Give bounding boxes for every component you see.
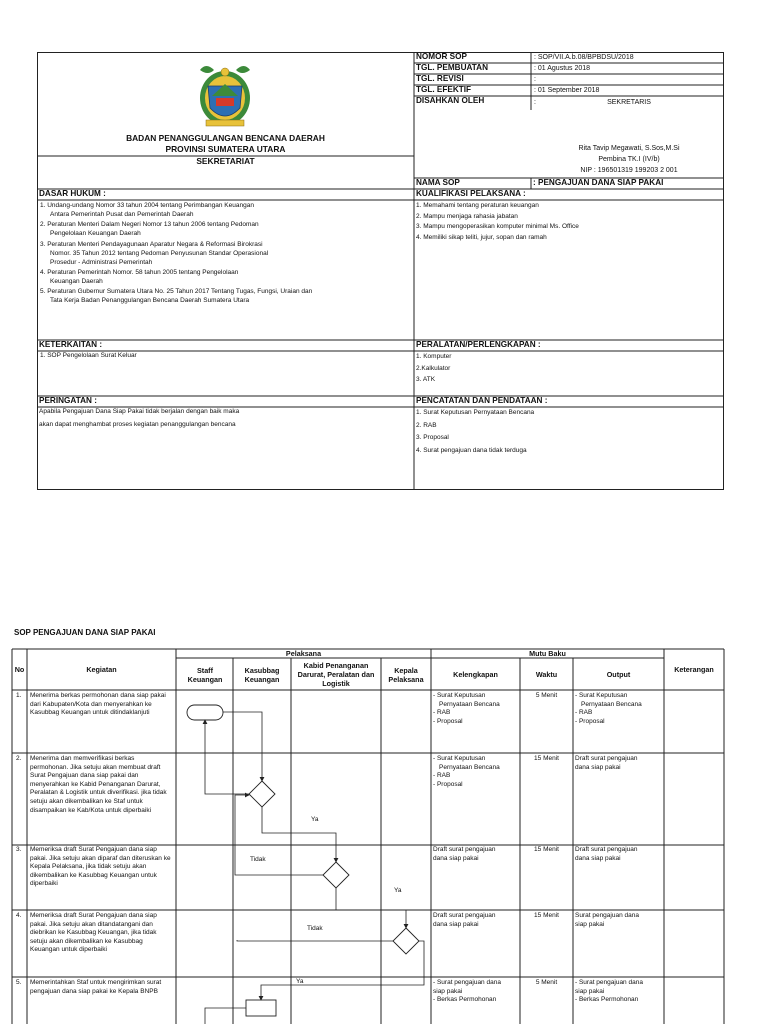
output-line: Draft surat pengajuan bbox=[575, 755, 638, 762]
kelengkapan-line: - Surat Keputusan bbox=[433, 755, 486, 762]
kualifikasi-item: 2. Mampu menjaga rahasia jabatan bbox=[416, 212, 518, 220]
row-kegiatan: Memeriksa draft Surat Pengajuan dana siap pakai. Jika setuju akan ditandatangani dan diebrikan ke Kasubbag Keuangan, jika tidak setuju akan dikembalikan ke Kasubbag Keuangan untuk diperbaiki bbox=[30, 912, 157, 954]
dasar-hukum-title: DASAR HUKUM : bbox=[39, 189, 106, 198]
col-header-mutu-baku: Mutu Baku bbox=[529, 649, 566, 658]
output-line: dana siap pakai bbox=[575, 763, 621, 771]
approver-rank: Pembina TK.I (IV/b) bbox=[598, 156, 660, 163]
flow-label-tidak: Tidak bbox=[250, 856, 266, 863]
dasar-hukum-item: 4. Peraturan Pemerintah Nomor. 58 tahun 2005 tentang Pengelolaan bbox=[40, 269, 239, 277]
field-value-tgl-revisi: : bbox=[534, 76, 536, 83]
output-line: - RAB bbox=[575, 709, 593, 717]
nama-sop-value: : PENGAJUAN DANA SIAP PAKAI bbox=[533, 178, 664, 187]
flow-label-tidak: Tidak bbox=[307, 925, 323, 932]
flow-decision-kabid bbox=[323, 862, 349, 888]
dasar-hukum-item: 5. Peraturan Gubernur Sumatera Utara No. 25 Tahun 2017 Tentang Tugas, Fungsi, Uraian dan bbox=[40, 288, 313, 296]
kelengkapan-line: dana siap pakai bbox=[433, 920, 479, 928]
approver-title: SEKRETARIS bbox=[607, 99, 651, 106]
dasar-hukum-item: 2. Peraturan Menteri Dalam Negeri Nomor 13 tahun 2006 tentang Pedoman bbox=[40, 221, 259, 229]
kelengkapan-line: - Berkas Permohonan bbox=[433, 996, 497, 1004]
pencatatan-item: 1. Surat Keputusan Pernyataan Bencana bbox=[416, 409, 535, 416]
approver-name: Rita Tavip Megawati, S.Sos,M.Si bbox=[578, 145, 680, 152]
approver-nip: NIP : 196501319 199203 2 001 bbox=[580, 167, 678, 174]
col-header-kasubbag: Kasubbag Keuangan bbox=[244, 666, 280, 684]
flow-process-staff bbox=[246, 1000, 276, 1016]
kualifikasi-title: KUALIFIKASI PELAKSANA : bbox=[416, 189, 526, 198]
col-header-staff: Staff Keuangan bbox=[187, 666, 223, 684]
output-line: siap pakai bbox=[575, 987, 605, 995]
peralatan-title: PERALATAN/PERLENGKAPAN : bbox=[416, 340, 541, 349]
row-no: 1. bbox=[16, 692, 22, 699]
dasar-hukum-item: Pengelolaan Keuangan Daerah bbox=[50, 229, 141, 237]
output-line: Draft surat pengajuan bbox=[575, 846, 638, 853]
pencatatan-item: 2. RAB bbox=[416, 421, 437, 429]
pencatatan-title: PENCATATAN DAN PENDATAAN : bbox=[416, 396, 548, 405]
kelengkapan-line: - Surat pengajuan dana bbox=[433, 979, 501, 986]
field-label-nomor-sop: NOMOR SOP bbox=[416, 52, 467, 61]
field-value-tgl-pembuatan: : 01 Agustus 2018 bbox=[534, 65, 591, 72]
col-header-kepala: Kepala Pelaksana bbox=[388, 666, 424, 684]
dasar-hukum-item: 1. Undang-undang Nomor 33 tahun 2004 tentang Perimbangan Keuangan bbox=[40, 202, 254, 209]
col-header-output: Output bbox=[606, 670, 631, 679]
row-no: 2. bbox=[16, 755, 22, 762]
kelengkapan-line: - Proposal bbox=[433, 717, 463, 725]
output-line: - Surat pengajuan dana bbox=[575, 979, 643, 986]
dasar-hukum-item: Keuangan Daerah bbox=[50, 277, 103, 285]
dasar-hukum-item: Nomor. 35 Tahun 2012 tentang Pedoman Penyusunan Standar Operasional bbox=[50, 249, 269, 257]
dasar-hukum-item: Antara Pemerintah Pusat dan Pemerintah Daerah bbox=[50, 210, 194, 218]
kelengkapan-line: Draft surat pengajuan bbox=[433, 912, 496, 919]
row-waktu: 5 Menit bbox=[535, 692, 558, 699]
flow-start-terminator bbox=[187, 705, 223, 720]
peringatan-item: Apabila Pengajuan Dana Siap Pakai tidak berjalan dengan baik maka bbox=[39, 408, 240, 415]
row-waktu: 5 Menit bbox=[535, 979, 558, 986]
kelengkapan-line: Draft surat pengajuan bbox=[433, 846, 496, 853]
flow-label-ya: Ya bbox=[311, 816, 319, 823]
org-name-line2: PROVINSI SUMATERA UTARA bbox=[165, 144, 286, 154]
row-waktu: 15 Menit bbox=[534, 846, 559, 853]
output-line: - Surat Keputusan bbox=[575, 692, 628, 699]
nama-sop-label: NAMA SOP bbox=[416, 178, 460, 187]
keterkaitan-title: KETERKAITAN : bbox=[39, 340, 103, 349]
keterkaitan-item: 1. SOP Pengelolaan Surat Keluar bbox=[40, 352, 137, 359]
kelengkapan-line: - Surat Keputusan bbox=[433, 692, 486, 699]
kelengkapan-line: dana siap pakai bbox=[433, 854, 479, 862]
kualifikasi-item: 1. Memahami tentang peraturan keuangan bbox=[416, 202, 539, 209]
output-line: Surat pengajuan dana bbox=[575, 912, 639, 919]
kelengkapan-line: Pernyataan Bencana bbox=[439, 700, 500, 708]
org-name-line1: BADAN PENANGGULANGAN BENCANA DAERAH bbox=[126, 133, 325, 143]
row-no: 5. bbox=[16, 979, 22, 986]
output-line: - Proposal bbox=[575, 717, 605, 725]
pencatatan-item: 4. Surat pengajuan dana tidak terduga bbox=[416, 446, 527, 454]
peralatan-item: 2.Kalkulator bbox=[416, 364, 451, 372]
kelengkapan-line: - RAB bbox=[433, 772, 451, 780]
row-waktu: 15 Menit bbox=[534, 755, 559, 762]
dasar-hukum-item: Prosedur - Administrasi Pemerintah bbox=[50, 258, 153, 266]
output-line: Pernyataan Bencana bbox=[581, 700, 642, 708]
peralatan-item: 1. Komputer bbox=[416, 353, 452, 360]
field-value-nomor-sop: : SOP/VII.A.b.08/BPBDSU/2018 bbox=[534, 54, 634, 61]
kelengkapan-line: - RAB bbox=[433, 709, 451, 717]
row-no: 4. bbox=[16, 912, 22, 919]
row-kegiatan: Menerima dan memverifikasi berkas permohonan. Jika setuju akan membuat draft Surat Pengajuan dana siap pakai dan menyerahkan ke Kabid Penanganan Darurat, Peralatan & Logistik untuk diverifikasi. jika tidak setuju akan dikembalikan ke Staf untuk disampaikan ke Kab/Kota untuk diperbaiki bbox=[30, 755, 167, 814]
flow-decision-kepala bbox=[393, 928, 419, 954]
field-label-tgl-efektif: TGL. EFEKTIF bbox=[416, 85, 472, 94]
dasar-hukum-item: Tata Kerja Badan Penanggulangan Bencana Daerah Sumatera Utara bbox=[50, 296, 250, 304]
col-header-waktu: Waktu bbox=[535, 670, 558, 679]
kualifikasi-item: 4. Memiliki sikap teliti, jujur, sopan dan ramah bbox=[416, 233, 547, 241]
field-label-tgl-revisi: TGL. REVISI bbox=[416, 74, 464, 83]
kualifikasi-item: 3. Mampu mengoperasikan komputer minimal Ms. Office bbox=[416, 223, 579, 231]
flow-label-ya: Ya bbox=[394, 887, 402, 894]
row-no: 3. bbox=[16, 846, 22, 853]
col-header-keterangan: Keterangan bbox=[674, 665, 714, 674]
dasar-hukum-item: 3. Peraturan Menteri Pendayagunaan Aparatur Negara & Reformasi Birokrasi bbox=[40, 241, 263, 249]
pencatatan-item: 3. Proposal bbox=[416, 434, 449, 442]
flow-label-ya: Ya bbox=[296, 978, 304, 985]
field-label-tgl-pembuatan: TGL. PEMBUATAN bbox=[416, 63, 489, 72]
org-name-line3: SEKRETARIAT bbox=[196, 156, 255, 166]
col-header-kelengkapan: Kelengkapan bbox=[453, 670, 498, 679]
col-header-kabid: Kabid Penanganan Darurat, Peralatan dan Logistik bbox=[297, 661, 375, 688]
row-kegiatan: Menerima berkas permohonan dana siap pakai dari Kabupaten/Kota dan menyerahkan ke Kasubbag Keuangan untuk ditindaklanjuti bbox=[30, 692, 166, 717]
field-value-disahkan-oleh: : bbox=[534, 99, 536, 106]
col-header-kegiatan: Kegiatan bbox=[86, 665, 117, 674]
field-value-tgl-efektif: : 01 September 2018 bbox=[534, 87, 600, 94]
flow-decision-kasubbag bbox=[249, 781, 275, 807]
row-kegiatan: Memeriksa draft Surat Pengajuan dana siap pakai. Jika setuju akan diparaf dan diteruskan ke Kepala Pelaksana, jika tidak setuju akan dikembalikan ke Kasubbag Keuangan untuk diperbaiki bbox=[30, 846, 171, 888]
row-kegiatan: Memerintahkan Staf untuk mengirimkan surat pengajuan dana siap pakai ke Kepala BNPB bbox=[30, 979, 162, 995]
col-header-no: No bbox=[14, 665, 25, 674]
output-line: siap pakai bbox=[575, 920, 605, 928]
kelengkapan-line: - Proposal bbox=[433, 780, 463, 788]
col-header-pelaksana: Pelaksana bbox=[285, 649, 322, 658]
peringatan-item: akan dapat menghambat proses kegiatan penanggulangan bencana bbox=[39, 420, 236, 428]
peralatan-item: 3. ATK bbox=[416, 376, 436, 384]
field-label-disahkan-oleh: DISAHKAN OLEH bbox=[416, 96, 485, 105]
flow-title: SOP PENGAJUAN DANA SIAP PAKAI bbox=[14, 628, 156, 637]
output-line: - Berkas Permohonan bbox=[575, 996, 639, 1004]
output-line: dana siap pakai bbox=[575, 854, 621, 862]
kelengkapan-line: siap pakai bbox=[433, 987, 463, 995]
peringatan-title: PERINGATAN : bbox=[39, 396, 97, 405]
kelengkapan-line: Pernyataan Bencana bbox=[439, 763, 500, 771]
row-waktu: 15 Menit bbox=[534, 912, 559, 919]
